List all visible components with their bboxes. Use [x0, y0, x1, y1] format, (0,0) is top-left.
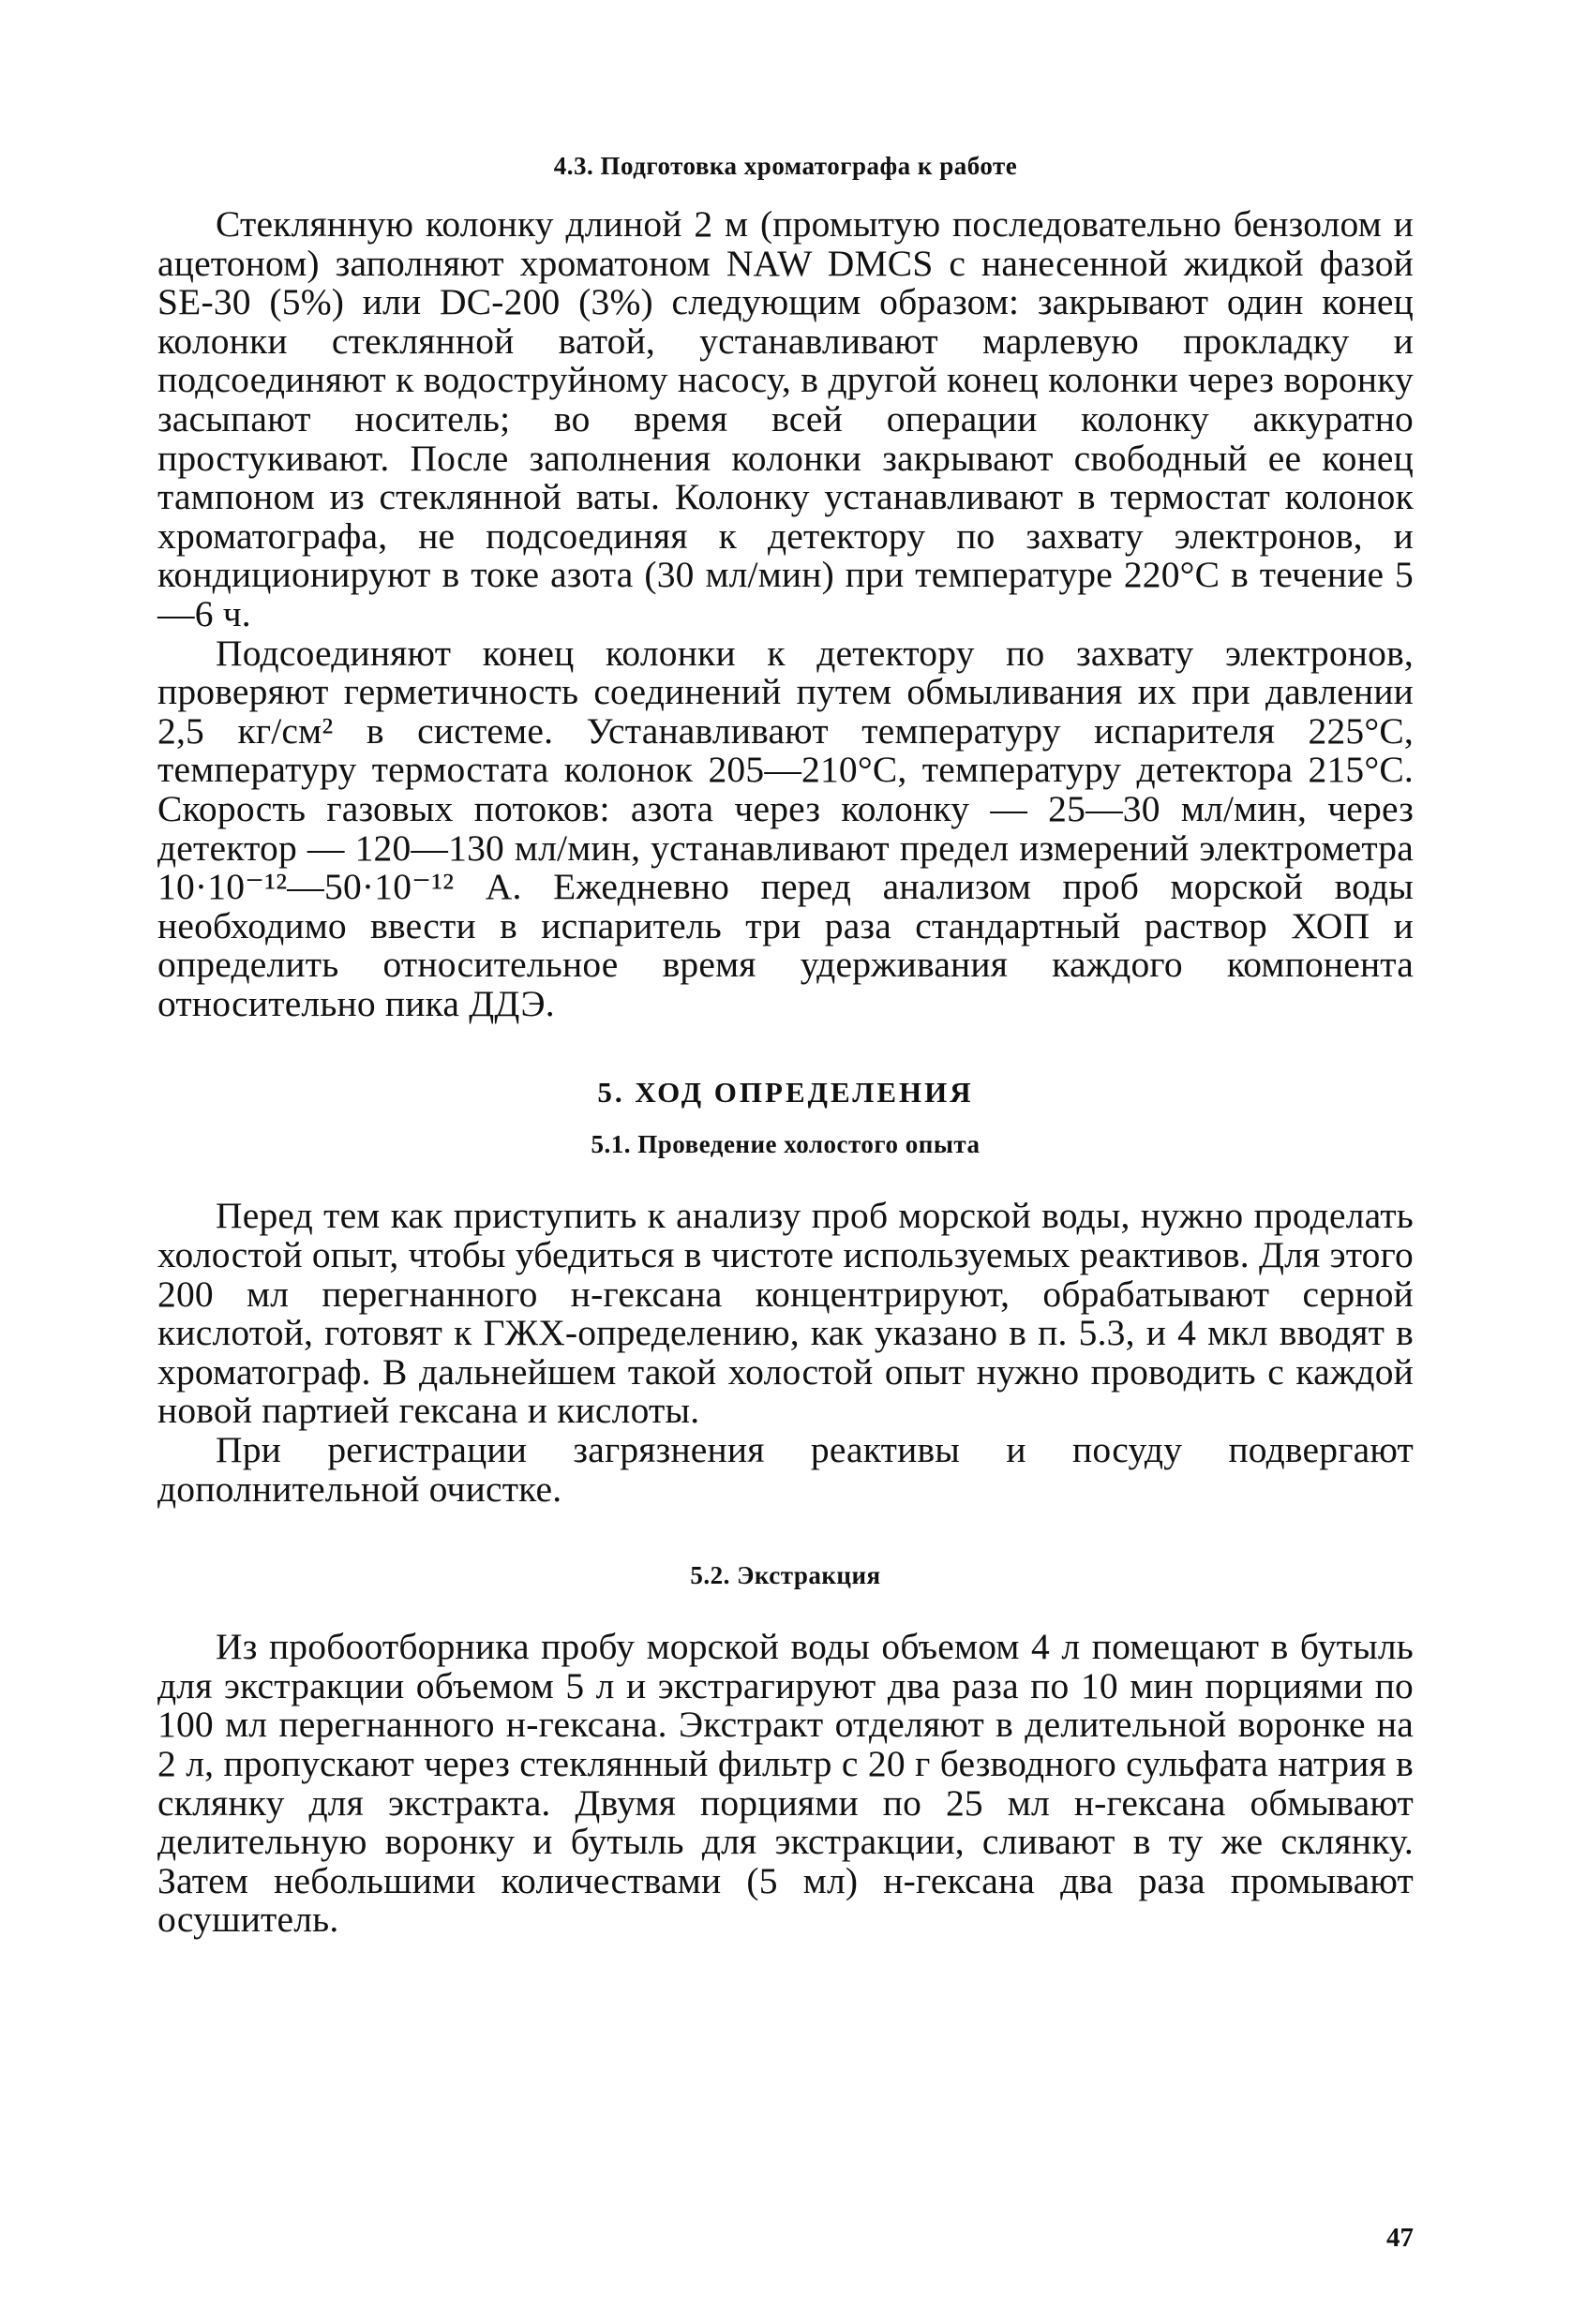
section-5-1-paragraph-1: Перед тем как приступить к анализу проб морской воды, нужно проделать холостой опыт, чтобы убедиться в чистоте используемых реактивов. Для этого 200 мл перегнанного н-гексана концентрируют, обрабатывают серной кислотой, готовят к ГЖХ-определению, как указано в п. 5.3, и 4 мкл вводят в хроматограф. В дальнейшем такой холостой опыт нужно проводить с каждой новой партией гексана и кислоты.: [157, 1195, 1414, 1432]
section-4-3-paragraph-2: Подсоединяют конец колонки к детектору по захвату электронов, проверяют герметичность соединений путем обмыливания их при давлении 2,5 кг/см² в системе. Устанавливают температуру испарителя 225°С, температуру термостата колонок 205—210°С, температуру детектора 215°С. Скорость газовых потоков: азота через колонку — 25—30 мл/мин, через детектор — 120—130 мл/мин, устанавливают предел измерений электрометра 10·10⁻¹²—50·10⁻¹² А. Ежедневно перед анализом проб морской воды необходимо ввести в испаритель три раза стандартный раствор ХОП и определить относительное время удерживания каждого компонента относительно пика ДДЭ.: [157, 632, 1414, 1024]
section-5-1-title: 5.1. Проведение холостого опыта: [591, 1130, 981, 1159]
section-5-2-paragraph-1: Из пробоотборника пробу морской воды объемом 4 л помещают в бутыль для экстракции объемом 5 л и экстрагируют два раза по 10 мин порциями по 100 мл перегнанного н-гексана. Экстракт отделяют в делительной воронке на 2 л, пропускают через стеклянный фильтр с 20 г безводного сульфата натрия в склянку для экстракта. Двумя порциями по 25 мл н-гексана обмывают делительную воронку и бутыль для экстракции, сливают в ту же склянку. Затем небольшими количествами (5 мл) н-гексана два раза промывают осушитель.: [157, 1626, 1414, 1941]
document-page: [157, 141, 1414, 2258]
section-4-3-paragraph-1: Стеклянную колонку длиной 2 м (промытую последовательно бензолом и ацетоном) заполняют хроматоном NAW DMCS с нанесенной жидкой фазой SE-30 (5%) или DC-200 (3%) следующим образом: закрывают один конец колонки стеклянной ватой, устанавливают марлевую прокладку и подсоединяют к водоструйному насосу, в другой конец колонки через воронку засыпают носитель; во время всей операции колонку аккуратно простукивают. После заполнения колонки закрывают свободный ее конец тампоном из стеклянной ваты. Колонку устанавливают в термостат колонок хроматографа, не подсоединяя к детектору по захвату электронов, и кондиционируют в токе азота (30 мл/мин) при температуре 220°С в течение 5—6 ч.: [157, 203, 1414, 634]
page-number: 47: [1386, 2223, 1414, 2253]
section-5-title: 5. ХОД ОПРЕДЕЛЕНИЯ: [597, 1076, 974, 1110]
section-5-2-title: 5.2. Экстракция: [690, 1561, 881, 1590]
section-5-1-paragraph-2: При регистрации загрязнения реактивы и посуду подвергают дополнительной очистке.: [157, 1429, 1414, 1510]
section-4-3-title: 4.3. Подготовка хроматографа к работе: [553, 152, 1018, 180]
